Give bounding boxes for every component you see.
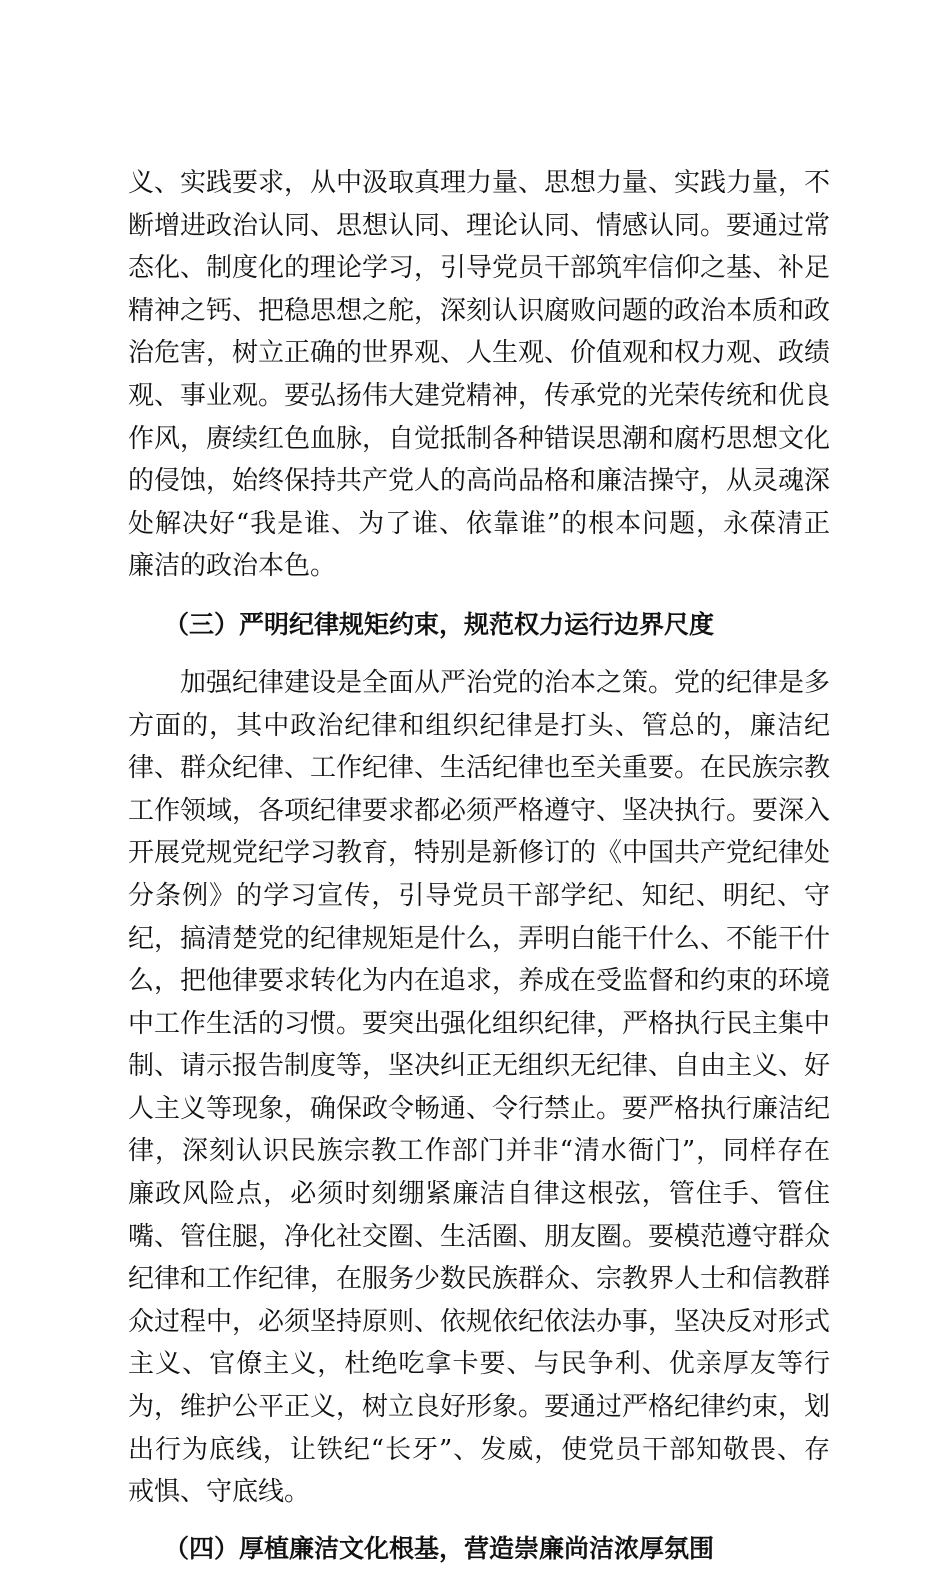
section-heading-3: （三）严明纪律规矩约束，规范权力运行边界尺度 xyxy=(164,609,715,639)
paragraph-discipline: 加强纪律建设是全面从严治党的治本之策。党的纪律是多方面的，其中政治纪律和组织纪律是打头、管总的，廉洁纪律、群众纪律、工作纪律、生活纪律也至关重要。在民族宗教工作领域，各项纪律要求都必须严格遵守、坚决执行。要深入开展党规党纪学习教育，特别是新修订的《中国共产党纪律处分条例》的学习宣传，引导党员干部学纪、知纪、明纪、守纪，搞清楚党的纪律规矩是什么，弄明白能干什么、不能干什么，把他律要求转化为内在追求，养成在受监督和约束的环境中工作生活的习惯。要突出强化组织纪律，严格执行民主集中制、请示报告制度等，坚决纠正无组织无纪律、自由主义、好人主义等现象，确保政令畅通、令行禁止。要严格执行廉洁纪律，深刻认识民族宗教工作部门并非“清水衙门”，同样存在廉政风险点，必须时刻绷紧廉洁自律这根弦，管住手、管住嘴、管住腿，净化社交圈、生活圈、朋友圈。要模范遵守群众纪律和工作纪律，在服务少数民族群众、宗教界人士和信教群众过程中，必须坚持原则、依规依纪依法办事，坚决反对形式主义、官僚主义，杜绝吃拿卡要、与民争利、优亲厚友等行为，维护公平正义，树立良好形象。要通过严格纪律约束，划出行为底线，让铁纪“长牙”、发威，使党员干部知敬畏、存戒惧、守底线。 xyxy=(128,667,831,1508)
section-heading-4: （四）厚植廉洁文化根基，营造崇廉尚洁浓厚氛围 xyxy=(164,1533,715,1563)
document-body xyxy=(128,162,830,1570)
paragraph-continuation: 义、实践要求，从中汲取真理力量、思想力量、实践力量，不断增进政治认同、思想认同、理论认同、情感认同。要通过常态化、制度化的理论学习，引导党员干部筑牢信仰之基、补足精神之钙、把稳思想之舵，深刻认识腐败问题的政治本质和政治危害，树立正确的世界观、人生观、价值观和权力观、政绩观、事业观。要弘扬伟大建党精神，传承党的光荣传统和优良作风，赓续红色血脉，自觉抵制各种错误思潮和腐朽思想文化的侵蚀，始终保持共产党人的高尚品格和廉洁操守，从灵魂深处解决好“我是谁、为了谁、依靠谁”的根本问题，永葆清正廉洁的政治本色。 xyxy=(128,168,831,582)
spacer xyxy=(128,1514,830,1528)
spacer xyxy=(128,588,830,604)
spacer xyxy=(128,646,830,662)
